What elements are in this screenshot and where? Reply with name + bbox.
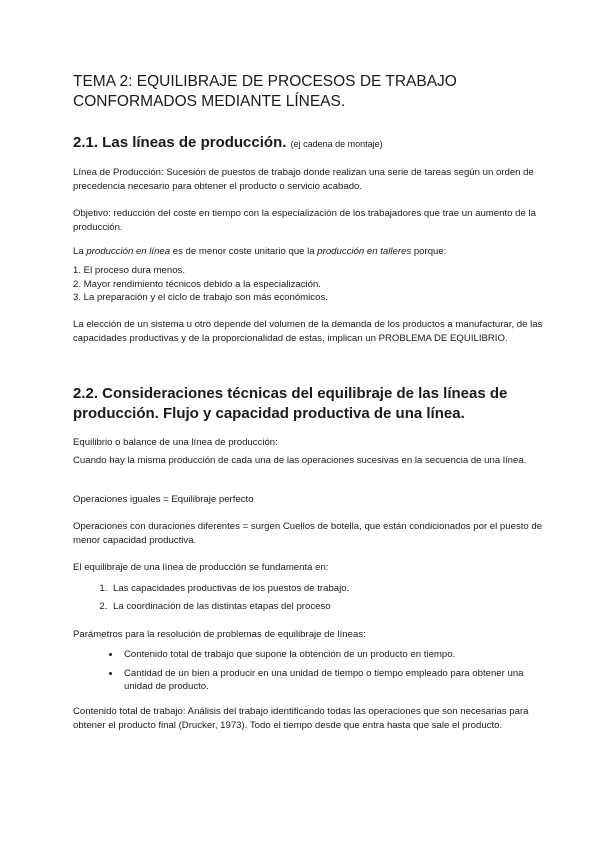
- document-title: [73, 72, 550, 112]
- list-item: • Contenido total de trabajo que supone la obtención de un producto en tiempo.: [121, 648, 550, 662]
- title-line-1: TEMA 2: EQUILIBRAJE DE PROCESOS DE TRABAJO: [73, 73, 457, 90]
- paragraph-fundamenta: El equilibraje de una línea de producción se fundamenta en:: [73, 562, 329, 573]
- section-2-1-heading-text: 2.1. Las líneas de producción.: [73, 134, 287, 151]
- paragraph-objetivo: Objetivo: reducción del coste en tiempo con la especialización de los trabajadores que trae un aumento de la producción.: [73, 208, 536, 233]
- section-2-1-heading: [73, 133, 550, 154]
- list-item: 2. La coordinación de las distintas etapas del proceso: [110, 600, 550, 614]
- fundamentos-list: [73, 582, 550, 613]
- list-item: 3. La preparación y el ciclo de trabajo son más económicos.: [73, 292, 328, 303]
- paragraph-contenido-total: Contenido total de trabajo: Análisis del trabajo identificando todas las operaciones que son necesarias para obtener el producto final (Drucker, 1973). Todo el tiempo desde que entra hasta que sale el producto.: [73, 706, 529, 731]
- paragraph-eleccion-sistema: La elección de un sistema u otro depende del volumen de la demanda de los productos a manufacturar, de las capacidades productivas y de la proporcionalidad de estas, implican un PROBLEMA DE EQUILIBRIO.: [73, 319, 543, 344]
- list-item: • Cantidad de un bien a producir en una unidad de tiempo o tiempo empleado para obtener una unidad de producto.: [121, 667, 550, 694]
- list-item: 2. Mayor rendimiento técnicos debido a la especialización.: [73, 278, 321, 290]
- list-item: 1. El proceso dura menos.: [73, 265, 185, 276]
- coste-reasons-list: [73, 264, 550, 305]
- paragraph-linea-produccion: Línea de Producción: Sucesión de puestos de trabajo donde realizan una serie de tareas según un orden de precedencia necesario para obtener el producto o servicio acabado.: [73, 167, 534, 192]
- paragraph-equilibrio-balance: Equilibrio o balance de una línea de producción:: [73, 437, 278, 448]
- title-line-2: CONFORMADOS MEDIANTE LÍNEAS.: [73, 93, 346, 110]
- section-2-2-heading: 2.2. Consideraciones técnicas del equilibraje de las líneas de producción. Flujo y capacidad productiva de una línea.: [73, 385, 508, 422]
- paragraph-misma-produccion: Cuando hay la misma producción de cada una de las operaciones sucesivas en la secuencia de una línea.: [73, 455, 527, 466]
- paragraph-cuellos-botella: Operaciones con duraciones diferentes = surgen Cuellos de botella, que están condicionados por el puesto de menor capacidad productiva.: [73, 521, 543, 546]
- section-2-1-heading-note: (ej cadena de montaje): [290, 139, 383, 149]
- paragraph-parametros: Parámetros para la resolución de problemas de equilibraje de líneas:: [73, 629, 366, 640]
- parametros-bullet-list: [73, 648, 550, 694]
- paragraph-coste-unitario: La producción en línea es de menor coste unitario que la producción en talleres porque:: [73, 246, 447, 257]
- list-item: 1. Las capacidades productivas de los puestos de trabajo.: [110, 582, 550, 596]
- paragraph-equilibraje-perfecto: Operaciones iguales = Equilibraje perfecto: [73, 494, 254, 505]
